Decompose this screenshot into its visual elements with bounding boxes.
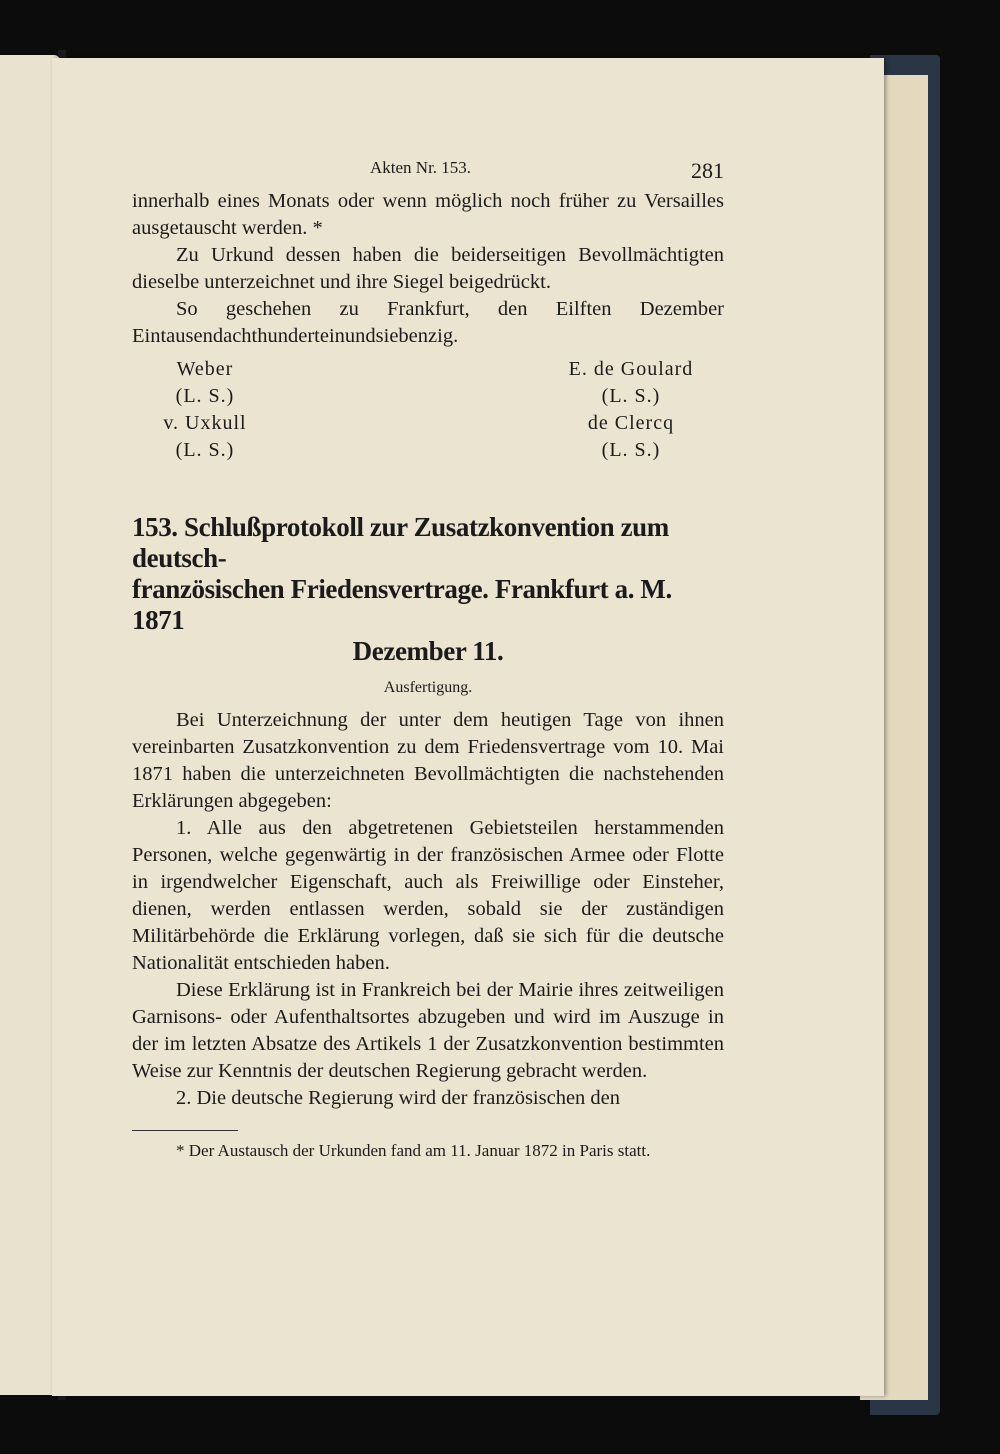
document-subtitle: Ausfertigung. (383, 679, 473, 696)
page-header (132, 148, 724, 188)
paragraph-item-2: 2. Die deutsche Regierung wird der französischen den (176, 1087, 621, 1109)
paragraph-date-place: So geschehen zu Frankfurt, den Eilften Dezember Eintausendachthunderteinundsiebenzig. (132, 298, 724, 347)
paragraph-continuation: innerhalb eines Monats oder wenn möglich noch früher zu Versailles ausgetauscht werden. * (132, 190, 724, 239)
signature-right-name-1: E. de Goulard (568, 358, 694, 380)
document-title (132, 512, 724, 667)
seal-right-2: (L. S.) (601, 439, 661, 461)
document-title-line-2: französischen Friedensvertrage. Frankfurt a. M. 1871 (132, 574, 672, 635)
left-page-edge (0, 55, 60, 1395)
paragraph-intro: Bei Unterzeichnung der unter dem heutigen Tage von ihnen vereinbarten Zusatzkonvention zu dem Friedensvertrage vom 10. Mai 1871 haben die unterzeichneten Bevollmächtigten die nachstehenden Erklärungen abgegeben: (132, 709, 724, 812)
seal-left-1: (L. S.) (175, 385, 235, 407)
signature-left-name-2: v. Uxkull (163, 412, 247, 434)
paragraph-witness: Zu Urkund dessen haben die beiderseitigen Bevollmächtigten dieselbe unterzeichnet und ihre Siegel beigedrückt. (132, 244, 724, 293)
document-title-line-3: Dezember 11. (352, 636, 504, 666)
document-title-line-1: 153. Schlußprotokoll zur Zusatzkonvention zum deutsch- (132, 512, 669, 573)
footnote-separator (132, 1130, 238, 1131)
footnote (132, 1139, 724, 1162)
signature-block (132, 356, 724, 464)
running-title: Akten Nr. 153. (370, 158, 472, 177)
seal-right-1: (L. S.) (601, 385, 661, 407)
seal-left-2: (L. S.) (175, 439, 235, 461)
book-page (52, 58, 884, 1396)
signature-right-name-2: de Clercq (587, 412, 675, 434)
page-text-block (132, 148, 724, 1162)
footnote-text: * Der Austausch der Urkunden fand am 11. Januar 1872 in Paris statt. (176, 1141, 651, 1160)
paragraph-item-1: 1. Alle aus den abgetretenen Gebietsteilen herstammenden Personen, welche gegenwärtig in der französischen Armee oder Flotte in irgendwelcher Eigenschaft, auch als Freiwillige oder Einsteher, dienen, werden entlassen werden, sobald sie der zuständigen Militärbehörde die Erklärung vorlegen, daß sie sich für die deutsche Nationalität entschieden haben. (132, 817, 724, 974)
paragraph-declaration: Diese Erklärung ist in Frankreich bei der Mairie ihres zeitweiligen Garnisons- oder Aufenthaltsortes abzugeben und wird im Auszuge in der im letzten Absatze des Artikels 1 der Zusatzkonvention bestimmten Weise zur Kenntnis der deutschen Regierung gebracht werden. (132, 979, 724, 1082)
page-number: 281 (691, 158, 724, 183)
signature-left-name-1: Weber (176, 358, 234, 380)
